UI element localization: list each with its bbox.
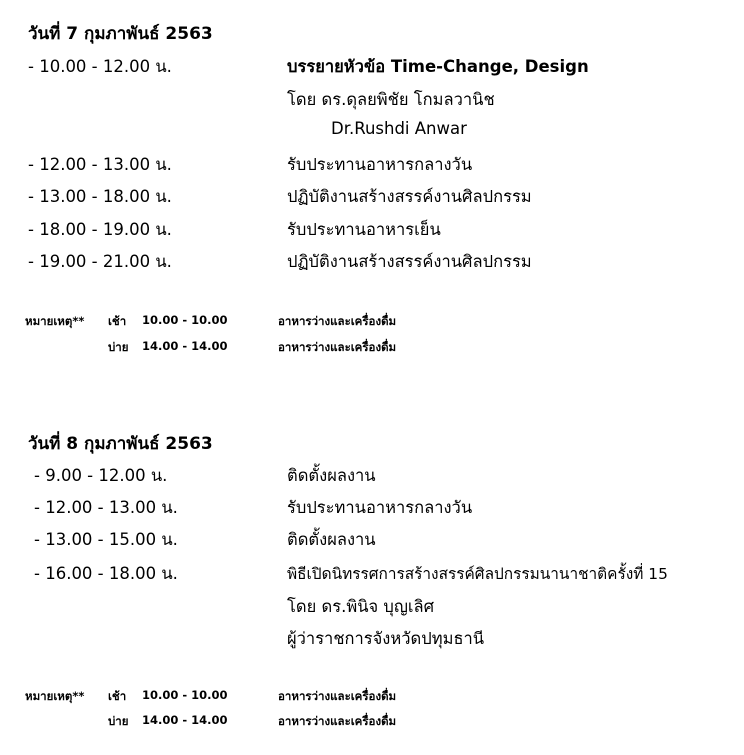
day2-row-5-activity: โดย ดร.พินิจ บุญเลิศ (287, 597, 435, 616)
day1-row-2-activity: โดย ดร.ดุลยพิชัย โกมลวานิช (287, 90, 495, 109)
day2-note-2-time: 14.00 - 14.00 (142, 713, 228, 727)
day2-row-1-activity: ติดตั้งผลงาน (287, 466, 376, 485)
day1-note-2-period: บ่าย (108, 340, 129, 354)
day2-note-2-text: อาหารว่างและเครื่องดื่ม (278, 714, 397, 728)
day2-note-1-time: 10.00 - 10.00 (142, 688, 228, 702)
day2-row-4-activity: พิธีเปิดนิทรรศการสร้างสรรค์ศิลปกรรมนานาชาติครั้งที่ 15 (287, 565, 668, 583)
day1-row-5-activity: ปฏิบัติงานสร้างสรรค์งานศิลปกรรม (287, 187, 532, 206)
day2-row-2-activity: รับประทานอาหารกลางวัน (287, 498, 473, 517)
day2-row-6-activity: ผู้ว่าราชการจังหวัดปทุมธานี (287, 629, 485, 648)
day2-note-1-period: เช้า (108, 689, 127, 703)
day1-date-heading: วันที่ 7 กุมภาพันธ์ 2563 (28, 24, 213, 44)
day2-row-2-time: - 12.00 - 13.00 น. (34, 498, 178, 517)
day2-note-label: หมายเหตุ** (25, 689, 85, 703)
day2-row-3-activity: ติดตั้งผลงาน (287, 530, 376, 549)
day1-row-7-time: - 19.00 - 21.00 น. (28, 252, 172, 271)
day1-row-1-time: - 10.00 - 12.00 น. (28, 57, 172, 76)
day1-note-label: หมายเหตุ** (25, 314, 85, 328)
day1-row-3-activity: Dr.Rushdi Anwar (331, 119, 467, 138)
day2-row-1-time: - 9.00 - 12.00 น. (34, 466, 168, 485)
day2-date-heading: วันที่ 8 กุมภาพันธ์ 2563 (28, 434, 213, 454)
day1-row-6-time: - 18.00 - 19.00 น. (28, 220, 172, 239)
day1-note-2-time: 14.00 - 14.00 (142, 339, 228, 353)
day2-note-2-period: บ่าย (108, 714, 129, 728)
day2-row-3-time: - 13.00 - 15.00 น. (34, 530, 178, 549)
day1-note-1-text: อาหารว่างและเครื่องดื่ม (278, 314, 397, 328)
day1-row-5-time: - 13.00 - 18.00 น. (28, 187, 172, 206)
day1-note-1-period: เช้า (108, 314, 127, 328)
day2-note-1-text: อาหารว่างและเครื่องดื่ม (278, 689, 397, 703)
day1-row-6-activity: รับประทานอาหารเย็น (287, 220, 441, 239)
day2-row-4-time: - 16.00 - 18.00 น. (34, 564, 178, 583)
day1-row-1-activity: บรรยายหัวข้อ Time-Change, Design (287, 57, 589, 76)
day1-note-1-time: 10.00 - 10.00 (142, 313, 228, 327)
day1-row-7-activity: ปฏิบัติงานสร้างสรรค์งานศิลปกรรม (287, 252, 532, 271)
day1-row-4-activity: รับประทานอาหารกลางวัน (287, 155, 473, 174)
day1-row-4-time: - 12.00 - 13.00 น. (28, 155, 172, 174)
day1-note-2-text: อาหารว่างและเครื่องดื่ม (278, 340, 397, 354)
